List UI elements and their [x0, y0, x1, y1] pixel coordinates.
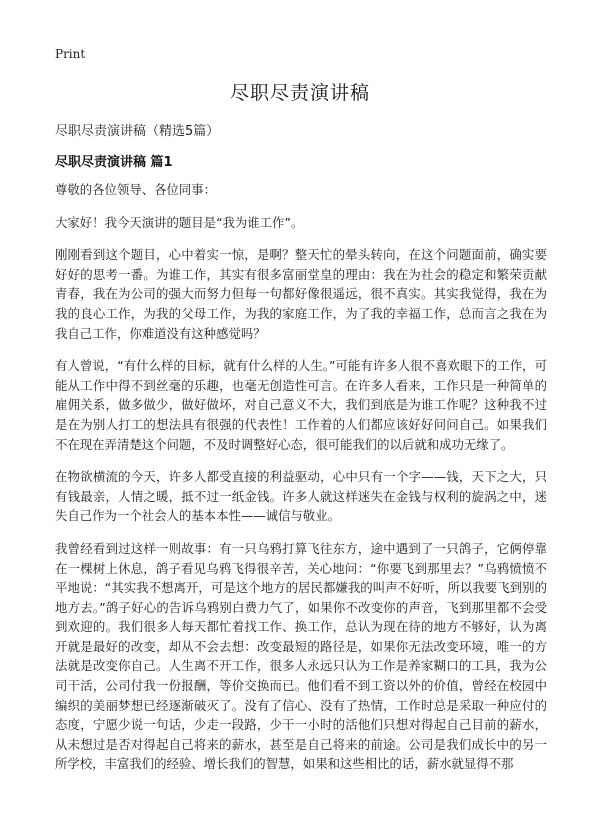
document-title: 尽职尽责演讲稿 — [229, 82, 370, 104]
paragraph-intro: 大家好！我今天演讲的题目是“我为谁工作”。 — [55, 214, 304, 230]
paragraph: 有人曾说，“有什么样的目标，就有什么样的人生。”可能有许多人很不喜欢眼下的工作，可能从工作中得不到丝毫的乐趣，也毫无创造性可言。在许多人看来，工作只是一种简单的雇佣关系，做多做少，做好做坏，对自己意义不大，我们到底是为谁工作呢？这种我不过是在为别人打工的想法具有很强的代表性！工作着的人们都应该好好问问自己。如果我们不在现在弄清楚这个问题，不及时调整好心态，很可能我们的以后就和成功无缘了。 — [55, 358, 547, 452]
paragraph: 刚刚看到这个题目，心中着实一惊，是啊？整天忙的晕头转向，在这个问题面前，确实要好好的思考一番。为谁工作，其实有很多富丽堂皇的理由：我在为社会的稳定和繁荣贡献青春，我在为公司的强大而努力但每一句都好像很遥远，很不真实。其实我觉得，我在为我的良心工作，为我的父母工作，为我的家庭工作，为了我的幸福工作，总而言之我在为我自己工作，你难道没有这种感觉吗？ — [55, 247, 547, 341]
document-subtitle: 尽职尽责演讲稿（精选5篇） — [55, 124, 220, 139]
article-body — [55, 180, 547, 787]
paragraph-greeting: 尊敬的各位领导、各位同事： — [55, 182, 217, 197]
paragraph: 我曾经看到过这样一则故事：有一只乌鸦打算飞往东方，途中遇到了一只鸽子，它俩停靠在一棵树上休息，鸽子看见乌鸦飞得很辛苦，关心地问：“你要飞到那里去？”乌鸦愤愤不平地说：“其实我不想离开，可是这个地方的居民都嫌我的叫声不好听，所以我要飞到别的地方去。”鸽子好心的告诉乌鸦别白费力气了，如果你不改变你的声音，飞到那里都不会受到欢迎的。我们很多人每天都忙着找工作、换工作，总认为现在待的地方不够好，认为离开就是最好的改变，却从不会去想：改变最短的路径是，如果你无法改变环境，唯一的方法就是改变你自己。人生离不开工作，很多人永远只认为工作是养家糊口的工具，我为公司干活，公司付我一份报酬，等价交换而已。他们看不到工资以外的价值，曾经在校园中编织的美丽梦想已经逐渐破灭了。没有了信心、没有了热情，工作时总是采取一种应付的态度，宁愿少说一句话，少走一段路，少干一小时的活他们只想对得起自己目前的薪水，从未想过是否对得起自己将来的薪水，甚至是自己将来的前途。公司是我们成长中的另一所学校，丰富我们的经验、增长我们的智慧，如果和这些相比的话，薪水就显得不那 — [55, 540, 547, 772]
print-link[interactable]: Print — [55, 47, 86, 61]
section-heading: 尽职尽责演讲稿 篇1 — [55, 155, 173, 170]
paragraph: 在物欲横流的今天，许多人都受直接的利益驱动，心中只有一个字——钱，天下之大，只有钱最亲，人情之暖，抵不过一纸金钱。许多人就这样迷失在金钱与权利的旋涡之中，迷失自己作为一个社会人的基本本性——诚信与敬业。 — [55, 469, 547, 524]
